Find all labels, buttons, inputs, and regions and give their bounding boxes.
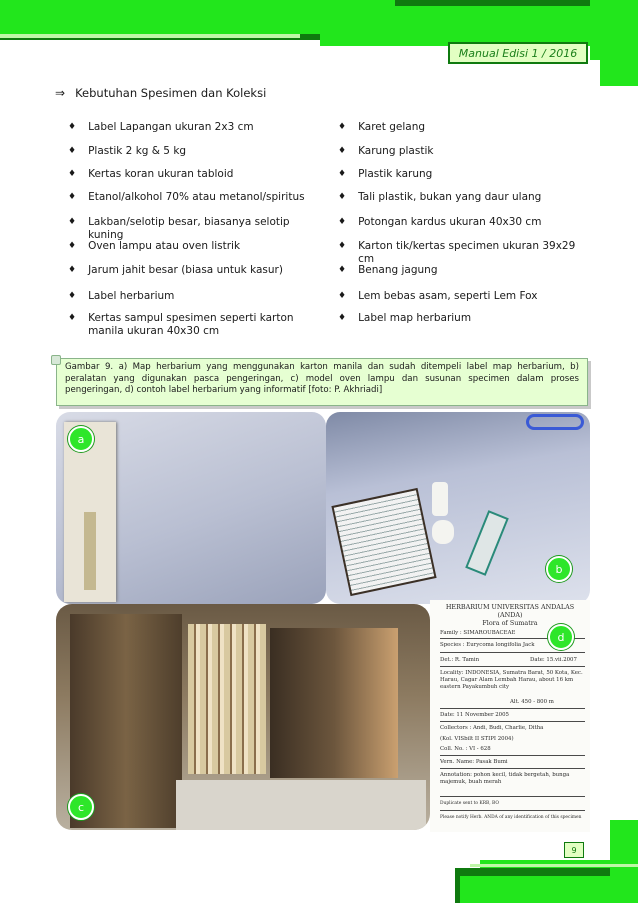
diamond-bullet-icon: ♦ [68,122,77,132]
thread-spool [432,482,448,516]
folder-label-stripe [84,512,96,590]
diamond-bullet-icon: ♦ [338,146,347,156]
edition-label: Manual Edisi 1 / 2016 [448,42,588,64]
list-item: ♦ Benang jagung [338,264,438,276]
photo-badge-a: a [68,426,94,452]
label-species: Species : Eurycoma longifolia Jack [440,642,535,648]
figure-caption: Gambar 9. a) Map herbarium yang menggunakan karton manila dan sudah ditempeli label map herbarium, b) peralatan yang digunakan pasca pengeringan, c) model oven lampu dan susunan specimen dalam proses pengeringan, d) contoh label herbarium yang informatif [foto: P. Akhriadi] [56,358,588,406]
label-det: Det.: R. Tamin [440,657,480,663]
label-rule [440,810,585,811]
diamond-bullet-icon: ♦ [68,265,77,275]
herbarium-label-title: HERBARIUM UNIVERSITAS ANDALAS (ANDA) Flora of Sumatra [445,603,575,627]
photo-badge-c: c [68,794,94,820]
list-item: ♦ Tali plastik, bukan yang daur ulang [338,191,542,203]
diamond-bullet-icon: ♦ [338,122,347,132]
label-rule [440,768,585,769]
thread-spool [432,520,454,544]
right-edge-band-2 [590,0,610,60]
label-rule [440,652,585,653]
label-altitude: Alt. 450 - 800 m [510,699,554,705]
label-locality: Locality: INDONESIA, Sumatra Barat, 50 Kota, Kec. Harau, Cagar Alam Lembah Harau, about 16 km eastern Payakumbuh city [440,670,583,690]
list-item: ♦ Kertas koran ukuran tabloid [68,168,234,180]
diamond-bullet-icon: ♦ [68,217,77,227]
cutter [465,510,509,576]
scissors [526,414,584,430]
list-item: ♦ Karet gelang [338,121,426,133]
diamond-bullet-icon: ♦ [338,241,347,251]
diamond-bullet-icon: ♦ [338,291,347,301]
diamond-bullet-icon: ♦ [68,241,77,251]
oven-floor [176,780,426,830]
paper-stack [331,488,436,596]
list-item: ♦ Plastik karung [338,168,433,180]
list-item: ♦ Oven lampu atau oven listrik [68,240,241,252]
bottom-right-edge [610,820,638,903]
list-item: ♦ Jarum jahit besar (biasa untuk kasur) [68,264,283,276]
diamond-bullet-icon: ♦ [338,192,347,202]
diamond-bullet-icon: ♦ [68,192,77,202]
label-collectors: Collectors : Andi, Budi, Charlie, Ditha [440,725,544,731]
diamond-bullet-icon: ♦ [68,146,77,156]
list-item: ♦ Lakban/selotip besar, biasanya selotip kuning [68,216,290,241]
list-item: ♦ Karung plastik [338,145,434,157]
diamond-bullet-icon: ♦ [68,291,77,301]
list-item: ♦ Karton tik/kertas specimen ukuran 39x29 cm [338,240,576,265]
section-heading [55,86,266,100]
bottom-band-light [470,864,638,867]
diamond-bullet-icon: ♦ [338,265,347,275]
label-det-date: Date: 15.vii.2007 [530,657,577,663]
label-vern: Vern. Name: Pasak Bumi [440,759,508,765]
list-item: ♦ Etanol/alkohol 70% atau metanol/spiritus [68,191,305,203]
diamond-bullet-icon: ♦ [68,313,77,323]
label-family: Family : SIMAROUBACEAE [440,630,516,636]
photo-badge-b: b [546,556,572,582]
diamond-bullet-icon: ♦ [338,169,347,179]
label-rule [440,708,585,709]
oven-door-right [270,628,398,778]
page-number: 9 [564,842,584,858]
implies-arrow-icon: ⇒ [55,86,66,100]
list-item: ♦ Potongan kardus ukuran 40x30 cm [338,216,542,228]
photo-herbarium-folder [56,412,326,604]
specimen-shelf [188,624,266,774]
label-rule [440,755,585,756]
label-rule [440,666,585,667]
list-item: ♦ Plastik 2 kg & 5 kg [68,145,187,157]
label-rule [440,796,585,797]
photo-lamp-oven [56,604,430,830]
label-kol: (Kol. VISbilt II STIPI 2004) [440,736,514,742]
label-coll-no: Coll. No. : VI - 628 [440,746,491,752]
section-title: Kebutuhan Spesimen dan Koleksi [75,86,267,100]
list-item: ♦ Label Lapangan ukuran 2x3 cm [68,121,254,133]
diamond-bullet-icon: ♦ [68,169,77,179]
list-item: ♦ Kertas sampul spesimen seperti karton manila ukuran 40x30 cm [68,312,294,337]
label-annotation: Annotation: pohon kecil, tidak bergetah, bunga majemuk, buah merah [440,772,570,785]
label-rule [440,721,585,722]
label-duplicate: Duplicate sent to KRB, BO [440,801,499,806]
label-collect-date: Date: 11 November 2005 [440,712,509,718]
list-item: ♦ Label map herbarium [338,312,472,324]
list-item: ♦ Lem bebas asam, seperti Lem Fox [338,290,538,302]
top-band-light [0,34,300,38]
label-notify: Please notify Herb. ANDA of any identification of this specimen [440,815,582,820]
diamond-bullet-icon: ♦ [338,217,347,227]
diamond-bullet-icon: ♦ [338,313,347,323]
photo-badge-d: d [548,624,574,650]
list-item: ♦ Label herbarium [68,290,175,302]
